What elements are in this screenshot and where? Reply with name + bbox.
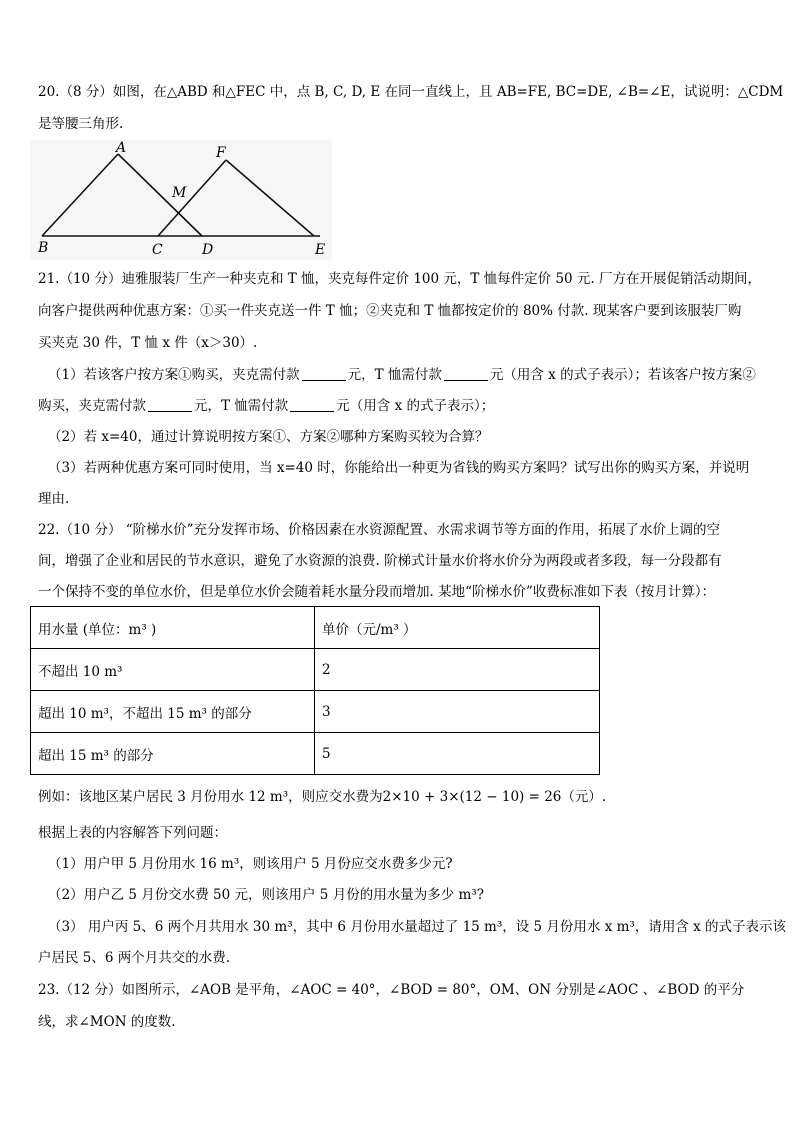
answer-blank[interactable] [148,398,192,412]
label-F: F [216,145,226,161]
q21-p1-text-c: 元（用含 x 的式子表示）；若该客户按方案② [489,367,756,383]
table-header-cell: 用水量 (单位：m³ ) [31,607,315,649]
q21-line1: 21.（10 分）迪雅服装厂生产一种夹克和 T 恤，夹克每件定价 100 元，T 恤每件定价 50 元. 厂方在开展促销活动期间， [38,271,762,287]
table-cell: 2 [315,649,600,691]
q21-p1-text-a: （1）若该客户按方案①购买，夹克需付款 [48,367,300,383]
q22-example-text: 例如：该地区某户居民 3 月份用水 12 m³，则应交水费为 [38,789,383,805]
answer-blank[interactable] [444,367,488,381]
q21-part3-line1: （3）若两种优惠方案可同时使用，当 x=40 时，你能给出一种更为省钱的购买方案吗？试写出你的购买方案，并说明 [48,460,750,476]
q21-line3: 买夹克 30 件，T 恤 x 件（x＞30）. [38,335,258,351]
table-row [31,733,600,775]
label-D: D [202,242,214,258]
q22-line2: 间，增强了企业和居民的节水意识，避免了水资源的浪费. 阶梯式计量水价将水价分为两段或者多段，每一分段都有 [38,553,722,569]
q21-p1-text-d: 购买，夹克需付款 [38,398,146,414]
q22-part2: （2）用户乙 5 月份交水费 50 元，则该用户 5 月份的用水量为多少 m³? [48,887,484,903]
q22-intro: 根据上表的内容解答下列问题： [38,825,227,841]
q21-part3-line2: 理由. [38,491,70,507]
table-row [31,649,600,691]
q22-part1: （1）用户甲 5 月份用水 16 m³，则该用户 5 月份应交水费多少元? [48,856,453,872]
q22-example-formula: 2×10 + 3×(12 − 10) = 26 [382,789,562,805]
table-cell: 超出 15 m³ 的部分 [31,733,315,775]
q21-part1-line1 [48,366,756,384]
label-M: M [172,185,187,201]
q21-line2: 向客户提供两种优惠方案：①买一件夹克送一件 T 恤；②夹克和 T 恤都按定价的 80% 付款. 现某客户要到该服装厂购 [38,303,742,319]
label-E: E [315,242,326,258]
q22-line1: 22.（10 分） “阶梯水价”充分发挥市场、价格因素在水资源配置、水需求调节等方面的作用，拓展了水价上调的空 [38,522,721,538]
q21-p1-text-e: 元，T 恤需付款 [194,398,289,414]
q22-example-unit: （元）. [561,789,607,805]
q22-line3: 一个保持不变的单位水价，但是单位水价会随着耗水量分段而增加. 某地“阶梯水价”收费标准如下表（按月计算）： [38,584,716,600]
q21-part1-line2 [38,397,494,415]
q21-p1-text-f: 元（用含 x 的式子表示）； [336,398,495,414]
answer-blank[interactable] [290,398,334,412]
q21-part2: （2）若 x=40，通过计算说明按方案①、方案②哪种方案购买较为合算？ [48,429,489,445]
label-B: B [38,240,49,256]
table-header-cell: 单价（元/m³ ） [315,607,600,649]
label-C: C [152,242,163,258]
triangle-figure [30,140,332,260]
table-cell: 超出 10 m³，不超出 15 m³ 的部分 [31,691,315,733]
water-price-table [30,606,600,775]
table-cell: 不超出 10 m³ [31,649,315,691]
q23-line2: 线，求∠MON 的度数. [38,1014,176,1030]
table-header-row [31,607,600,649]
q20-line2: 是等腰三角形. [38,116,124,132]
q22-part3-line1: （3） 用户丙 5、6 两个月共用水 30 m³，其中 6 月份用水量超过了 15 m³，设 5 月份用水 x m³，请用含 x 的式子表示该 [48,919,787,935]
table-row [31,691,600,733]
label-A: A [116,140,127,156]
q22-part3-line2: 户居民 5、6 两个月共交的水费. [38,950,231,966]
answer-blank[interactable] [302,367,346,381]
table-cell: 3 [315,691,600,733]
table-cell: 5 [315,733,600,775]
q21-p1-text-b: 元，T 恤需付款 [347,367,442,383]
q20-line1: 20.（8 分）如图，在△ABD 和△FEC 中，点 B, C, D, E 在同一直线上，且 AB=FE, BC=DE, ∠B=∠E，试说明：△CDM [38,84,784,100]
q22-example [38,788,606,806]
q23-line1: 23.（12 分）如图所示，∠AOB 是平角，∠AOC = 40°，∠BOD = 80°，OM、ON 分别是∠AOC 、∠BOD 的平分 [38,982,745,998]
